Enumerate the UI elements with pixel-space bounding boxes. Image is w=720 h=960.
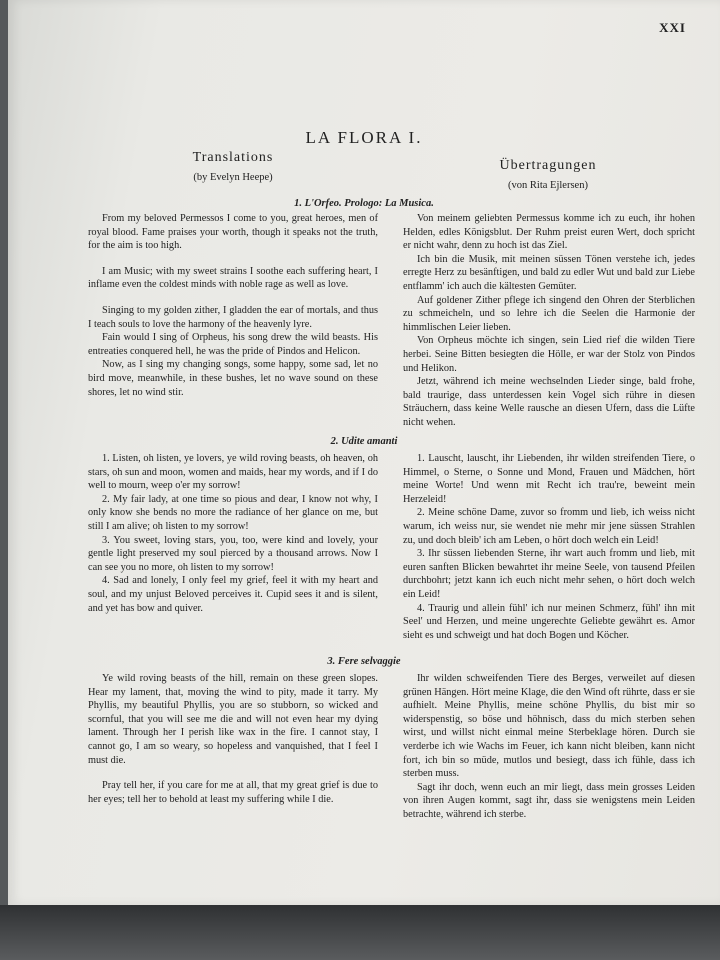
book-page [8,0,720,905]
page-number: XXI [659,20,686,35]
left-column-text [88,452,378,615]
left-column-header [148,150,318,183]
paragraph: Ihr wilden schweifenden Tiere des Berges, verweilet auf diesen grünen Hängen. Hört meine Klage, die den Wind oft rührte, dass er sie aufhielt. Meine Phyllis, meine schöne Phyllis, du bist mir so widerspenstig, so böse und höhnisch, dass du mich sterben sehen wirst, und willst nicht einmal meine Sterbeklage hören. Durch sie verderbe ich wie Wachs im Feuer, ich kann nicht bleiben, kann nicht fort, ich bin so müde, mutlos und besiegt, dass ich fühle, dass ich sterben muss. [403,673,695,780]
paragraph: Von meinem geliebten Permessus komme ich zu euch, ihr hohen Helden, edles Königsblut. Der Ruhm preist euren Wert, doch spricht er nicht wahr, denn zu hoch ist das Ziel. [403,213,695,252]
paragraph: Ye wild roving beasts of the hill, remain on these green slopes. Hear my lament, that, moving the wind to pity, made it tarry. My Phyllis, my beautiful Phyllis, you are so stubborn, so wicked and scornful, that you will see me die and will not even hear my dying lament. Through her I perish like wax in the fire. I cannot stay, I cannot go, I am so weary, so hopeless and vanquished, that I feel I must die. [88,673,378,766]
paragraph: Pray tell her, if you care for me at all, that my great grief is due to her eyes; tell her to behold at least my suffering while I die. [88,780,378,805]
section-title: 1. L'Orfeo. Prologo: La Musica. [294,198,434,209]
paragraph: 1. Lauscht, lauscht, ihr Liebenden, ihr wilden streifenden Tiere, o Himmel, o Sterne, o Sonne und Mond, Frauen und Mädchen, hört meine Worte! Und wenn mit Recht ich trau're, beweint mein Herzeleid! [403,453,695,505]
paragraph: From my beloved Permessos I come to you, great heroes, men of royal blood. Fame praises your worth, though it speaks not the truth, for the aim is too high. [88,213,378,252]
paragraph: I am Music; with my sweet strains I soothe each suffering heart, I inflame even the coldest minds with noble rage as well as love. [88,265,378,291]
right-header-title: Übertragungen [499,158,597,173]
paragraph: Singing to my golden zither, I gladden the ear of mortals, and thus I teach souls to love the harmony of the heavenly lyre. [88,304,378,330]
section-title: 3. Fere selvaggie [327,656,401,667]
paragraph: Fain would I sing of Orpheus, his song drew the wild beasts. His entreaties conquered hell, he was the pride of Pindos and Helicon. [88,332,378,357]
paragraph: 3. You sweet, loving stars, you, too, were kind and lovely, your gentle light preserved my soul pierced by a thousand arrows. Now I can see you no more, oh listen to my sorrow! [88,534,378,573]
right-column-text [403,452,695,642]
left-header-title: Translations [192,150,274,165]
paragraph: 1. Listen, oh listen, ye lovers, ye wild roving beasts, oh heaven, oh stars, oh sun and moon, women and maids, hear my words, and if I do well to mourn, weep o'er my sorrow! [88,453,378,492]
paragraph: Von Orpheus möchte ich singen, sein Lied rief die wilden Tiere herbei. Seine Bitten besiegten die Hölle, er war der Stolz von Pindos und Helikon. [403,335,695,374]
paragraph: 2. My fair lady, at one time so pious and dear, I know not why, I only know she bends no more the radiance of her glance on me, but still I am alive; oh listen to my sorrow! [88,493,378,532]
paragraph: Auf goldener Zither pflege ich singend den Ohren der Sterblichen zu schmeicheln, und so lehre ich die Seelen die Harmonie der himmlischen Leier lieben. [403,294,695,333]
paragraph: 2. Meine schöne Dame, zuvor so fromm und lieb, ich weiss nicht warum, ich weiss nur, sie wendet nie mehr mir jene süssen Strahlen zu, und doch bleib' ich am Leben, o hört doch welch ein Leid! [403,507,695,546]
right-header-subtitle: (von Rita Ejlersen) [508,180,588,191]
paragraph: Ich bin die Musik, mit meinen süssen Tönen verstehe ich, jedes erregte Herz zu besänftigen, und bald zu edler Wut und bald zur Liebe entflamm' ich auch die kältesten Gemüter. [403,253,695,292]
paragraph: Jetzt, während ich meine wechselnden Lieder singe, bald frohe, bald traurige, dass unterdessen kein Vogel sich rühre in diesen Sträuchern, dass keine Welle rausche an diesen Ufern, dass die Lüfte nicht wehen. [403,376,695,428]
page-title: LA FLORA I. [305,128,423,147]
section-title: 2. Udite amanti [330,436,398,447]
paragraph: Sagt ihr doch, wenn euch an mir liegt, dass mein grosses Leiden von ihren Augen kommt, sagt ihr, dass sie wenigstens mein Leiden betrachte, während ich sterbe. [403,781,695,820]
left-column-text [88,672,378,806]
paragraph: 4. Sad and lonely, I only feel my grief, feel it with my heart and soul, and my unjust Beloved perceives it. Cupid sees it and is silent, and yet has bow and quiver. [88,575,378,614]
desk-surface [0,905,720,960]
right-column-header [463,158,633,191]
paragraph: 3. Ihr süssen liebenden Sterne, ihr wart auch fromm und lieb, mit euren sanften Blicken bewahrtet ihr meine Seele, von tausend Pfeilen durchbohrt; jetzt kann ich euch nicht mehr sehen, o hört doch welch ein Leid! [403,548,695,600]
paragraph: 4. Traurig und allein fühl' ich nur meinen Schmerz, fühl' ihn mit Seel' und Herzen, und meine ungerechte Geliebte gewährt es. Amor sieht es und schweigt und hat doch Bogen und Köcher. [403,602,695,641]
paragraph: Now, as I sing my changing songs, some happy, some sad, let no bird move, meanwhile, in these bushes, let no wave sound on these shores, let no wind stir. [88,359,378,398]
left-column-text [88,212,378,399]
right-column-text [403,672,695,822]
left-header-subtitle: (by Evelyn Heepe) [193,172,273,183]
right-column-text [403,212,695,430]
